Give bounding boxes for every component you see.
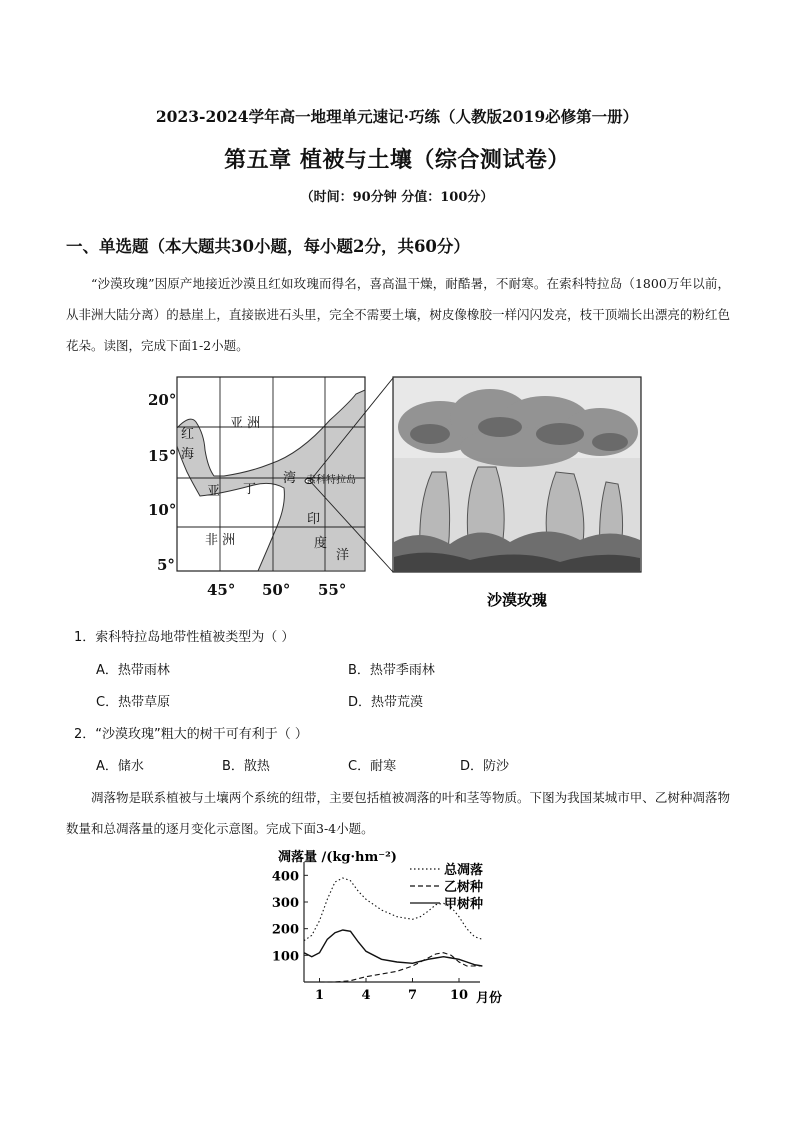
x-tick-label: 1 xyxy=(314,988,325,1003)
map-figure xyxy=(0,372,794,612)
lon-label: 50° xyxy=(262,581,291,599)
exam-meta: （时间：90分钟 分值：100分） xyxy=(300,190,494,205)
lat-label: 5° xyxy=(157,556,175,574)
label-asia: 亚 洲 xyxy=(230,416,261,431)
lat-label: 20° xyxy=(148,391,177,409)
x-tick-label: 4 xyxy=(361,988,371,1003)
litter-chart xyxy=(0,845,794,1015)
question-2-option-a[interactable]: A．储水 xyxy=(96,759,144,774)
label-socotra: 索科特拉岛 xyxy=(306,475,356,486)
question-2-option-b[interactable]: B．散热 xyxy=(222,759,270,774)
label-gulf: 湾 xyxy=(283,471,297,486)
y-axis-label: 凋落量 /(kg·hm⁻²) xyxy=(278,850,397,865)
question-1-option-d[interactable]: D．热带荒漠 xyxy=(348,695,424,710)
section-heading: 一、单选题（本大题共30小题，每小题2分，共60分） xyxy=(66,237,470,256)
passage-2: 凋落物是联系植被与土壤两个系统的纽带，主要包括植被凋落的叶和茎等物质。下图为我国某城市甲、乙树种凋落物数量和总凋落量的逐月变化示意图。完成下面3-4小题。 xyxy=(66,790,730,836)
legend-label: 甲树种 xyxy=(444,897,484,912)
question-1-option-a[interactable]: A．热带雨林 xyxy=(96,663,170,678)
question-1-stem: 1．索科特拉岛地带性植被类型为（ ） xyxy=(74,630,295,645)
label-indian-ocean: 洋 xyxy=(336,548,350,563)
lon-label: 55° xyxy=(318,581,347,599)
lon-label: 45° xyxy=(207,581,236,599)
label-gulf: 丁 xyxy=(243,482,257,497)
series-line-3 xyxy=(304,930,482,966)
label-indian-ocean: 度 xyxy=(314,536,328,551)
question-1-option-b[interactable]: B．热带季雨林 xyxy=(348,663,435,678)
exam-subtitle: 2023-2024学年高一地理单元速记·巧练（人教版2019必修第一册） xyxy=(155,107,639,126)
lat-label: 10° xyxy=(148,501,177,519)
label-africa: 非 洲 xyxy=(205,533,236,548)
label-red-sea: 红 xyxy=(181,427,195,442)
legend-label: 总凋落 xyxy=(444,863,484,878)
y-tick-label: 200 xyxy=(271,922,299,938)
y-tick-label: 400 xyxy=(271,869,299,885)
x-tick-label: 10 xyxy=(449,988,469,1003)
lat-label: 15° xyxy=(148,447,177,465)
x-axis-label: 月份 xyxy=(476,991,503,1006)
photo-caption: 沙漠玫瑰 xyxy=(486,591,548,609)
x-tick-label: 7 xyxy=(407,988,418,1003)
y-tick-label: 100 xyxy=(271,949,299,965)
label-indian-ocean: 印 xyxy=(307,512,321,527)
question-1-option-c[interactable]: C．热带草原 xyxy=(96,695,171,710)
exam-title: 第五章 植被与土壤（综合测试卷） xyxy=(224,147,570,173)
label-gulf: 亚 xyxy=(207,484,221,499)
question-2-option-c[interactable]: C．耐寒 xyxy=(348,759,397,774)
question-2-stem: 2．“沙漠玫瑰”粗大的树干可有利于（ ） xyxy=(74,727,308,742)
y-tick-label: 300 xyxy=(271,896,299,911)
desert-rose-photo xyxy=(393,377,641,572)
label-red-sea: 海 xyxy=(181,447,195,462)
question-2-option-d[interactable]: D．防沙 xyxy=(460,759,510,774)
series-line-2 xyxy=(320,953,483,982)
legend-label: 乙树种 xyxy=(444,880,484,895)
passage-1: “沙漠玫瑰”因原产地接近沙漠且红如玫瑰而得名，喜高温干燥，耐酷暑，不耐寒。在索科特拉岛（1800万年以前，从非洲大陆分离）的悬崖上，直接嵌进石头里，完全不需要土壤，树皮像橡胶一样闪闪发亮，枝干顶端长出漂亮的粉红色花朵。读图，完成下面1-2小题。 xyxy=(66,276,730,353)
